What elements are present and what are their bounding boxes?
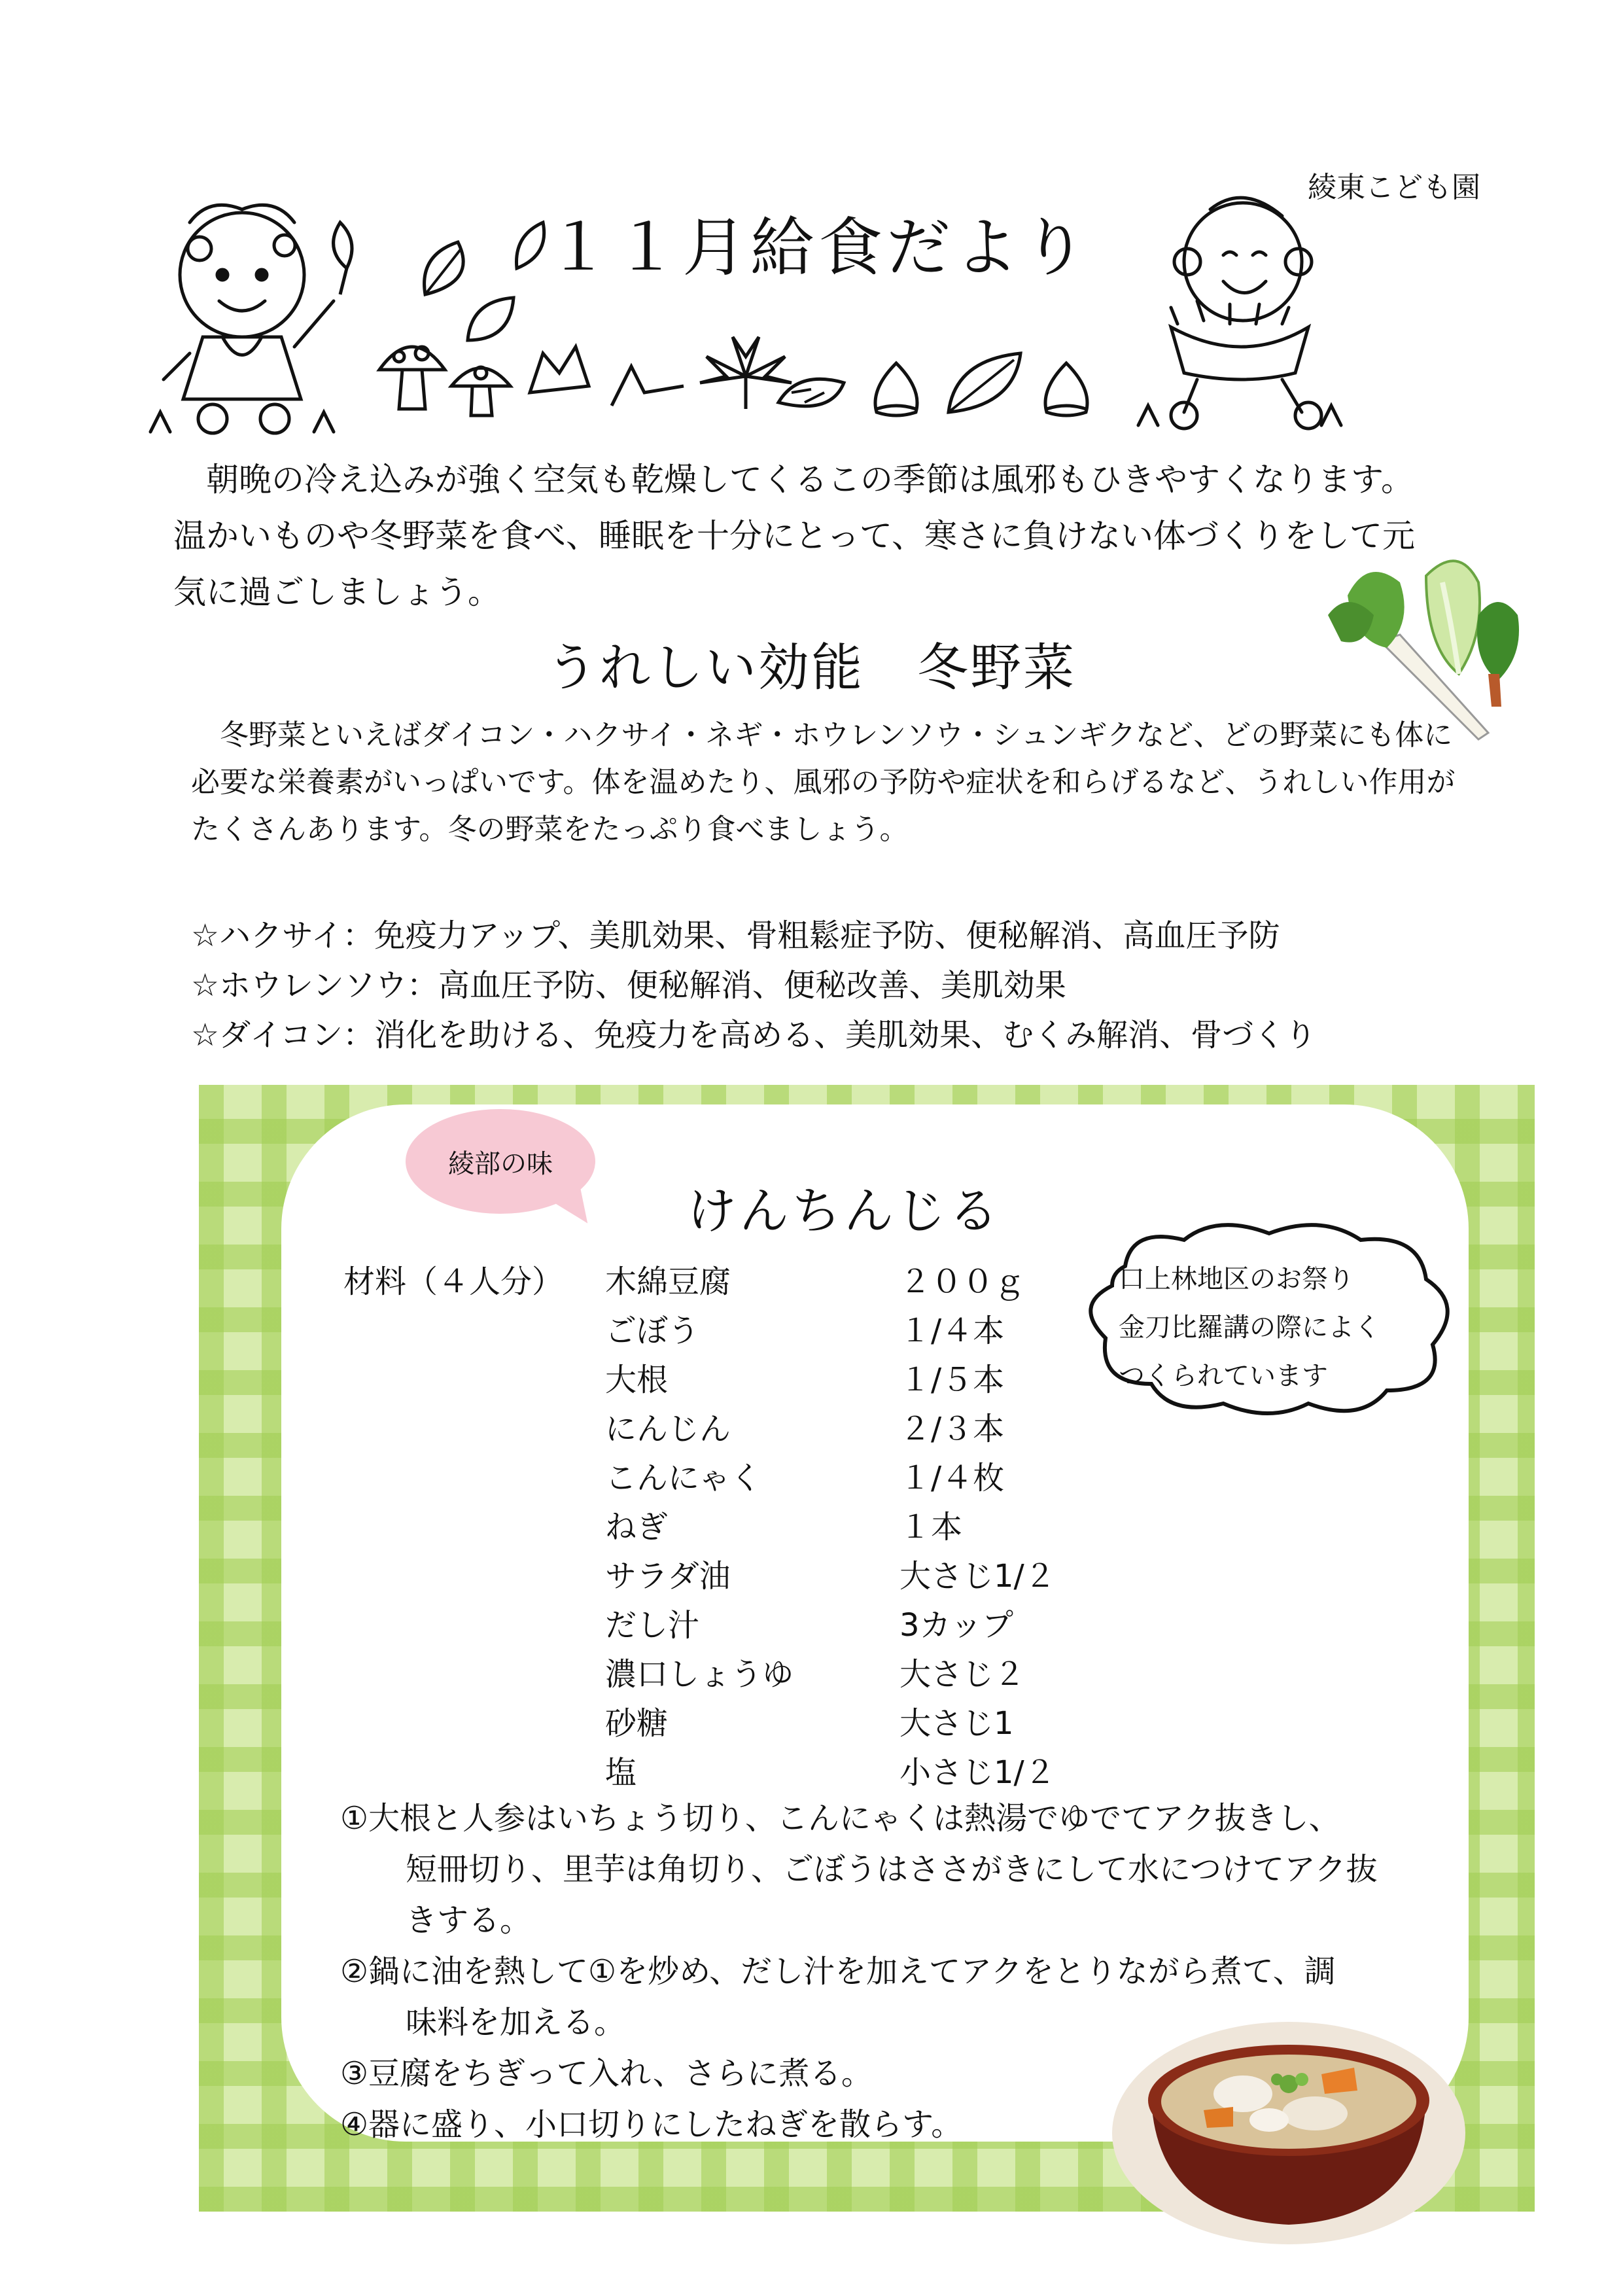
ingredient-quantity: 大さじ２ [899,1656,1026,1693]
child-with-leaves-illustration [150,183,399,438]
winter-veg-line: たくさんあります。冬の野菜をたっぷり食べましょう。 [191,813,909,846]
chestnut-icon [1034,357,1099,422]
ingredient-name: 砂糖 [605,1705,669,1742]
ingredient-name: 大根 [605,1362,669,1398]
ingredient-quantity: １/５本 [899,1362,1005,1398]
step-text: 鍋に油を熱して①を炒め、だし汁を加えてアクをとりながら煮て、調 [368,1953,1336,1990]
ingredient-name: 木綿豆腐 [605,1263,731,1300]
step-text-continued: 短冊切り、里芋は角切り、ごぼうはささがきにして水につけてアク抜 [406,1851,1378,1888]
intro-line: 温かいものや冬野菜を食べ、睡眠を十分にとって、寒さに負けない体づくりをして元 [173,517,1415,555]
step-number: ② [340,1953,369,1990]
step-text: 豆腐をちぎって入れ、さらに煮る。 [368,2055,873,2092]
leaf-icon [942,347,1027,419]
organization-name: 綾東こども園 [1308,171,1480,204]
step-number: ③ [340,2055,369,2092]
ingredient-name: だし汁 [605,1607,700,1644]
intro-paragraph [173,451,1449,620]
step-number: ① [340,1800,369,1837]
ingredient-quantity: ２００ｇ [899,1263,1026,1300]
winter-veg-line: 冬野菜といえばダイコン・ハクサイ・ネギ・ホウレンソウ・シュンギクなど、どの野菜にも体に [220,718,1453,752]
cloud-callout-line: 口上林地区のお祭り [1119,1264,1354,1294]
ingredient-name: ごぼう [605,1313,700,1349]
ingredient-quantity: １/４本 [899,1313,1005,1349]
cloud-callout-line: つくられています [1119,1361,1328,1391]
step-text: 器に盛り、小口切りにしたねぎを散らす。 [368,2106,963,2143]
leaf-icon [458,288,523,353]
winter-veg-line: 必要な栄養素がいっぱいです。体を温めたり、風邪の予防や症状を和らげるなど、うれしい作用が [191,766,1456,799]
ingredient-name: ねぎ [605,1509,669,1545]
leaf-icon [605,347,690,412]
ingredient-quantity: ２/３本 [899,1411,1005,1447]
step-number: ④ [340,2106,369,2143]
ingredient-name: 濃口しょうゆ [605,1656,794,1693]
step-text-continued: きする。 [406,1902,532,1939]
benefit-item-hourensou: ☆ホウレンソウ：高血圧予防、便秘解消、便秘改善、美肌効果 [191,967,1066,1004]
ingredient-quantity: １本 [899,1509,963,1545]
step-text: 大根と人参はいちょう切り、こんにゃくは熱湯でゆでてアク抜きし、 [368,1800,1340,1837]
kenchin-soup-photo [1106,2002,1472,2251]
leaf-icon [504,216,556,275]
ingredient-quantity: 小さじ1/２ [899,1754,1056,1791]
ingredient-name: にんじん [605,1411,731,1447]
intro-line: 朝晩の冷え込みが強く空気も乾燥してくるこの季節は風邪もひきやすくなります。 [206,461,1414,499]
mushroom-icon [445,350,517,422]
step-text-continued: 味料を加える。 [406,2004,626,2041]
recipe-title: けんちんじる [687,1182,1001,1240]
ingredient-name: サラダ油 [605,1558,731,1595]
mushroom-icon [373,330,451,415]
cloud-callout-line: 金刀比羅講の際によく [1119,1313,1380,1343]
cloud-callout-text [1119,1255,1426,1400]
leaf-icon [523,340,595,412]
chestnut-icon [864,357,929,422]
local-flavor-badge-label: 綾部の味 [448,1148,553,1179]
newsletter-title: １１月給食だより [546,211,1091,285]
winter-veg-paragraph [191,712,1486,853]
ingredient-name: 塩 [605,1754,637,1791]
local-flavor-badge [406,1109,595,1214]
leaf-icon [772,363,850,422]
ingredient-quantity: １/４枚 [899,1460,1005,1496]
ingredient-quantity: 大さじ1 [899,1705,1014,1742]
ingredient-quantity: 大さじ1/２ [899,1558,1056,1595]
winter-veg-heading: うれしい効能 冬野菜 [546,639,1077,698]
ingredient-quantity: 3カップ [899,1607,1014,1644]
benefit-item-daikon: ☆ダイコン：消化を助ける、免疫力を高める、美肌効果、むくみ解消、骨づくり [191,1017,1317,1053]
child-with-basket-illustration [1132,183,1348,432]
intro-line: 気に過ごしましょう。 [173,573,500,611]
ingredient-name: こんにゃく [605,1460,762,1496]
recipe-step [340,1793,1452,1946]
materials-label: 材料（４人分） [343,1263,564,1300]
benefit-item-hakusai: ☆ハクサイ：免疫力アップ、美肌効果、骨粗鬆症予防、便秘解消、高血圧予防 [191,917,1280,954]
vegetable-benefits-list [191,911,1316,1060]
